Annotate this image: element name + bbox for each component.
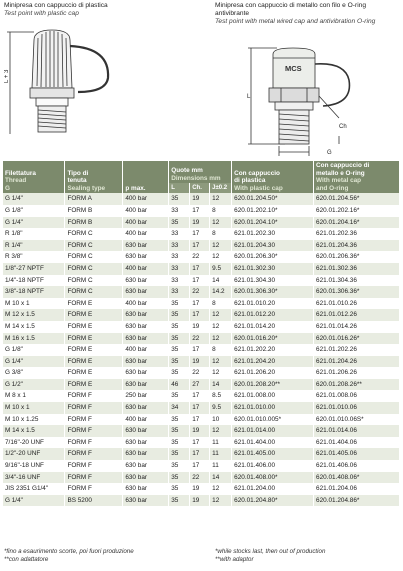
cell-dim-ch: 17 xyxy=(190,402,210,414)
cell-code-metal: 620.01.016.26* xyxy=(314,333,400,345)
cell-dim-l: 35 xyxy=(169,309,190,321)
cell-pmax: 400 bar xyxy=(123,217,169,229)
cell-dim-l: 35 xyxy=(169,472,190,484)
cell-code-plastic: 620.01.306.30* xyxy=(232,286,314,298)
table-row xyxy=(3,275,400,287)
cell-dim-ch: 17 xyxy=(190,298,210,310)
cell-thread: 9/16"-18 UNF xyxy=(3,460,65,472)
cell-dim-j: 8 xyxy=(210,228,232,240)
cell-code-plastic: 621.01.010.00 xyxy=(232,402,314,414)
cell-thread: G 1/8" xyxy=(3,205,65,217)
cell-thread: G 1/4" xyxy=(3,356,65,368)
cell-code-plastic: 620.01.206.30* xyxy=(232,251,314,263)
cell-seal-type: FORM F xyxy=(65,390,123,402)
cell-code-plastic: 620.01.408.00* xyxy=(232,472,314,484)
table-row xyxy=(3,263,400,275)
cell-dim-l: 46 xyxy=(169,379,190,391)
cell-seal-type: FORM E xyxy=(65,356,123,368)
cell-pmax: 630 bar xyxy=(123,495,169,507)
cell-dim-l: 33 xyxy=(169,263,190,275)
cell-code-metal: 620.01.208.26** xyxy=(314,379,400,391)
cell-code-plastic: 621.01.204.00 xyxy=(232,483,314,495)
footnotes-en xyxy=(215,548,325,564)
cell-code-plastic: 621.01.304.30 xyxy=(232,275,314,287)
cell-thread: JIS 2351 G1/4" xyxy=(3,483,65,495)
cell-thread: G 1/4" xyxy=(3,495,65,507)
header-Ch: Ch. xyxy=(190,183,210,193)
cell-seal-type: FORM C xyxy=(65,275,123,287)
cell-seal-type: FORM F xyxy=(65,425,123,437)
cell-pmax: 400 bar xyxy=(123,344,169,356)
cell-code-plastic: 621.01.204.20 xyxy=(232,356,314,368)
cell-code-plastic: 620.01.204.50* xyxy=(232,193,314,205)
cell-code-plastic: 620.01.208.20** xyxy=(232,379,314,391)
cell-code-metal: 621.01.010.26 xyxy=(314,298,400,310)
cell-seal-type: FORM F xyxy=(65,472,123,484)
table-row xyxy=(3,298,400,310)
cell-code-metal: 620.01.204.56* xyxy=(314,193,400,205)
cell-code-metal: 620.01.408.06* xyxy=(314,472,400,484)
cell-dim-ch: 19 xyxy=(190,193,210,205)
cell-code-plastic: 620.01.204.10* xyxy=(232,217,314,229)
metal-cap-drawing xyxy=(215,40,365,158)
cell-pmax: 630 bar xyxy=(123,483,169,495)
cell-dim-j: 9.5 xyxy=(210,263,232,275)
table-body xyxy=(3,193,400,506)
cell-thread: 3/8"-18 NPTF xyxy=(3,286,65,298)
cell-dim-ch: 22 xyxy=(190,286,210,298)
cell-dim-ch: 17 xyxy=(190,309,210,321)
table-row xyxy=(3,217,400,229)
table-row xyxy=(3,240,400,252)
cell-code-metal: 621.01.204.26 xyxy=(314,356,400,368)
cell-code-plastic: 621.01.406.00 xyxy=(232,460,314,472)
cell-seal-type: FORM E xyxy=(65,321,123,333)
footnote-it-2: **con adattatore xyxy=(4,556,49,563)
cell-pmax: 630 bar xyxy=(123,251,169,263)
cell-dim-l: 35 xyxy=(169,495,190,507)
cell-dim-l: 35 xyxy=(169,321,190,333)
header-thread: Filettatura Thread G xyxy=(3,161,65,193)
cell-seal-type: FORM C xyxy=(65,240,123,252)
cell-thread: M 16 x 1.5 xyxy=(3,333,65,345)
cell-seal-type: FORM E xyxy=(65,298,123,310)
cell-dim-ch: 19 xyxy=(190,483,210,495)
cell-dim-ch: 17 xyxy=(190,275,210,287)
cell-seal-type: FORM E xyxy=(65,333,123,345)
cell-dim-l: 35 xyxy=(169,356,190,368)
cell-seal-type: FORM F xyxy=(65,483,123,495)
header-dims: Quote mm Dimensions mm xyxy=(169,161,232,183)
cell-dim-j: 10 xyxy=(210,414,232,426)
right-caption xyxy=(215,2,375,26)
cell-code-metal: 621.01.405.06 xyxy=(314,448,400,460)
plastic-cap-drawing xyxy=(4,26,124,134)
cell-code-metal: 620.01.306.36* xyxy=(314,286,400,298)
cell-seal-type: BS 5200 xyxy=(65,495,123,507)
cell-thread: R 1/4" xyxy=(3,240,65,252)
cell-seal-type: FORM F xyxy=(65,414,123,426)
header-plastic: Con cappuccio di plastica With plastic cap xyxy=(232,161,314,193)
left-caption-it: Minipresa con cappuccio di plastica xyxy=(4,2,108,9)
right-caption-it-1: Minipresa con cappuccio di metallo con filo e O-ring xyxy=(215,2,366,9)
cell-code-metal: 621.01.404.06 xyxy=(314,437,400,449)
header-metal: Con cappuccio di metallo e O-ring With metal cap and O-ring xyxy=(314,161,400,193)
cell-pmax: 630 bar xyxy=(123,367,169,379)
cell-dim-l: 35 xyxy=(169,437,190,449)
cell-dim-j: 12 xyxy=(210,356,232,368)
header-seal: Tipo di tenuta Sealing type xyxy=(65,161,123,193)
cell-code-metal: 621.01.008.06 xyxy=(314,390,400,402)
cell-dim-j: 14 xyxy=(210,379,232,391)
cell-code-metal: 620.01.206.36* xyxy=(314,251,400,263)
cell-seal-type: FORM E xyxy=(65,379,123,391)
cell-code-plastic: 621.01.012.20 xyxy=(232,309,314,321)
cell-dim-l: 35 xyxy=(169,193,190,205)
cell-dim-j: 12 xyxy=(210,333,232,345)
cell-code-plastic: 621.01.404.00 xyxy=(232,437,314,449)
cell-pmax: 400 bar xyxy=(123,414,169,426)
cell-dim-ch: 17 xyxy=(190,390,210,402)
cell-code-metal: 621.01.014.26 xyxy=(314,321,400,333)
cell-code-plastic: 621.01.014.00 xyxy=(232,425,314,437)
cell-code-plastic: 620.01.204.80* xyxy=(232,495,314,507)
cell-thread: G 1/2" xyxy=(3,379,65,391)
cell-dim-j: 14 xyxy=(210,472,232,484)
cell-dim-l: 33 xyxy=(169,286,190,298)
cell-thread: M 14 x 1.5 xyxy=(3,321,65,333)
table-row xyxy=(3,356,400,368)
cell-code-metal: 621.01.012.26 xyxy=(314,309,400,321)
cell-code-metal: 621.01.204.06 xyxy=(314,483,400,495)
cell-thread: R 3/8" xyxy=(3,251,65,263)
left-caption-en: Test point with plastic cap xyxy=(4,10,79,17)
cell-code-plastic: 621.01.302.30 xyxy=(232,263,314,275)
cell-dim-j: 8.5 xyxy=(210,390,232,402)
cell-dim-l: 35 xyxy=(169,298,190,310)
cell-code-plastic: 621.01.010.20 xyxy=(232,298,314,310)
cell-dim-ch: 22 xyxy=(190,333,210,345)
table-row xyxy=(3,414,400,426)
cell-dim-j: 8 xyxy=(210,205,232,217)
cell-code-plastic: 621.01.202.30 xyxy=(232,228,314,240)
ch-label: Ch xyxy=(339,124,347,130)
header-J: J±0.2 xyxy=(210,183,232,193)
cell-dim-l: 33 xyxy=(169,240,190,252)
cell-dim-l: 35 xyxy=(169,344,190,356)
cell-code-metal: 621.01.204.36 xyxy=(314,240,400,252)
table-row xyxy=(3,437,400,449)
cell-dim-j: 12 xyxy=(210,425,232,437)
table-row xyxy=(3,425,400,437)
cell-dim-j: 14 xyxy=(210,275,232,287)
cell-thread: G 1/4" xyxy=(3,193,65,205)
cell-code-metal: 620.01.204.16* xyxy=(314,217,400,229)
cell-dim-ch: 19 xyxy=(190,217,210,229)
cell-dim-ch: 17 xyxy=(190,437,210,449)
cell-pmax: 250 bar xyxy=(123,390,169,402)
cell-code-metal: 621.01.202.26 xyxy=(314,344,400,356)
cell-thread: 1/8"-27 NPTF xyxy=(3,263,65,275)
cell-pmax: 630 bar xyxy=(123,275,169,287)
cell-dim-ch: 17 xyxy=(190,460,210,472)
cell-dim-l: 35 xyxy=(169,217,190,229)
cell-code-plastic: 621.01.206.20 xyxy=(232,367,314,379)
cell-dim-ch: 17 xyxy=(190,414,210,426)
cell-code-plastic: 620.01.016.20* xyxy=(232,333,314,345)
cell-dim-ch: 19 xyxy=(190,356,210,368)
table-row xyxy=(3,251,400,263)
cell-thread: M 8 x 1 xyxy=(3,390,65,402)
right-dim-label: L xyxy=(247,94,251,100)
table-row xyxy=(3,193,400,205)
header-L: L xyxy=(169,183,190,193)
cell-dim-j: 12 xyxy=(210,240,232,252)
cell-pmax: 400 bar xyxy=(123,298,169,310)
test-point-table xyxy=(3,161,400,506)
cell-pmax: 400 bar xyxy=(123,193,169,205)
cell-code-plastic: 620.01.010.005* xyxy=(232,414,314,426)
cell-code-plastic: 621.01.204.30 xyxy=(232,240,314,252)
footnote-en-1: *while stocks last, then out of production xyxy=(215,548,326,555)
cell-dim-ch: 17 xyxy=(190,448,210,460)
cell-code-plastic: 621.01.202.20 xyxy=(232,344,314,356)
cell-dim-j: 11 xyxy=(210,437,232,449)
cell-pmax: 400 bar xyxy=(123,263,169,275)
cell-dim-l: 33 xyxy=(169,205,190,217)
table-row xyxy=(3,367,400,379)
cell-dim-ch: 17 xyxy=(190,344,210,356)
cell-dim-j: 12 xyxy=(210,495,232,507)
cell-dim-ch: 17 xyxy=(190,205,210,217)
cell-seal-type: FORM C xyxy=(65,263,123,275)
table-row xyxy=(3,379,400,391)
table-row xyxy=(3,495,400,507)
cell-dim-j: 9.5 xyxy=(210,402,232,414)
cell-code-metal: 620.01.204.86* xyxy=(314,495,400,507)
cell-dim-l: 35 xyxy=(169,333,190,345)
cell-dim-j: 12 xyxy=(210,483,232,495)
table-row xyxy=(3,402,400,414)
cell-dim-j: 12 xyxy=(210,251,232,263)
cell-pmax: 630 bar xyxy=(123,333,169,345)
cell-dim-ch: 17 xyxy=(190,263,210,275)
cell-dim-ch: 22 xyxy=(190,251,210,263)
cell-pmax: 630 bar xyxy=(123,425,169,437)
cell-thread: 3/4"-16 UNF xyxy=(3,472,65,484)
cell-dim-j: 12 xyxy=(210,309,232,321)
cell-pmax: 630 bar xyxy=(123,402,169,414)
cell-thread: 1/4"-18 NPTF xyxy=(3,275,65,287)
cell-pmax: 630 bar xyxy=(123,460,169,472)
table-row xyxy=(3,460,400,472)
table-row xyxy=(3,448,400,460)
cell-pmax: 630 bar xyxy=(123,379,169,391)
footnotes-it xyxy=(4,548,134,564)
cell-dim-j: 12 xyxy=(210,321,232,333)
cell-dim-ch: 19 xyxy=(190,321,210,333)
cell-pmax: 630 bar xyxy=(123,309,169,321)
table-row xyxy=(3,228,400,240)
table-row xyxy=(3,205,400,217)
cell-seal-type: FORM F xyxy=(65,437,123,449)
cell-seal-type: FORM B xyxy=(65,205,123,217)
cell-code-plastic: 620.01.202.10* xyxy=(232,205,314,217)
cell-dim-ch: 19 xyxy=(190,495,210,507)
cell-dim-ch: 22 xyxy=(190,472,210,484)
cell-seal-type: FORM F xyxy=(65,460,123,472)
cell-pmax: 630 bar xyxy=(123,240,169,252)
cell-dim-j: 12 xyxy=(210,193,232,205)
cell-code-metal: 621.01.202.36 xyxy=(314,228,400,240)
cell-thread: G 1/4" xyxy=(3,217,65,229)
cell-dim-l: 35 xyxy=(169,448,190,460)
cell-thread: 1/2"-20 UNF xyxy=(3,448,65,460)
cell-dim-ch: 19 xyxy=(190,425,210,437)
table-row xyxy=(3,390,400,402)
cell-pmax: 630 bar xyxy=(123,321,169,333)
cell-seal-type: FORM F xyxy=(65,448,123,460)
cell-dim-j: 12 xyxy=(210,367,232,379)
cell-dim-j: 12 xyxy=(210,217,232,229)
cell-code-metal: 621.01.302.36 xyxy=(314,263,400,275)
cell-seal-type: FORM C xyxy=(65,251,123,263)
cell-pmax: 400 bar xyxy=(123,205,169,217)
cell-code-metal: 620.01.010.06S* xyxy=(314,414,400,426)
cell-thread: 7/16"-20 UNF xyxy=(3,437,65,449)
table-row xyxy=(3,483,400,495)
brand-label: MCS xyxy=(285,64,302,73)
cell-code-metal: 621.01.206.26 xyxy=(314,367,400,379)
cell-dim-ch: 22 xyxy=(190,367,210,379)
cell-thread: R 1/8" xyxy=(3,228,65,240)
cell-dim-j: 14.2 xyxy=(210,286,232,298)
cell-dim-ch: 17 xyxy=(190,240,210,252)
cell-thread: M 14 x 1.5 xyxy=(3,425,65,437)
right-caption-it-2: antivibrante xyxy=(215,10,250,17)
table-row xyxy=(3,344,400,356)
cell-dim-l: 35 xyxy=(169,483,190,495)
cell-pmax: 630 bar xyxy=(123,286,169,298)
cell-pmax: 630 bar xyxy=(123,437,169,449)
cell-seal-type: FORM C xyxy=(65,286,123,298)
cell-dim-j: 11 xyxy=(210,448,232,460)
cell-dim-l: 35 xyxy=(169,414,190,426)
table-row xyxy=(3,472,400,484)
cell-pmax: 400 bar xyxy=(123,228,169,240)
footnote-en-2: **with adaptor xyxy=(215,556,254,563)
cell-code-plastic: 621.01.405.00 xyxy=(232,448,314,460)
cell-code-metal: 621.01.304.36 xyxy=(314,275,400,287)
cell-dim-j: 8 xyxy=(210,298,232,310)
cell-thread: M 10 x 1.25 xyxy=(3,414,65,426)
cell-code-metal: 621.01.010.06 xyxy=(314,402,400,414)
table-row xyxy=(3,309,400,321)
cell-pmax: 630 bar xyxy=(123,356,169,368)
left-dim-label: L + 3 xyxy=(4,69,10,83)
header-pmax: p max. xyxy=(123,161,169,193)
cell-thread: G 3/8" xyxy=(3,367,65,379)
cell-code-metal: 621.01.406.06 xyxy=(314,460,400,472)
cell-seal-type: FORM C xyxy=(65,228,123,240)
cell-dim-ch: 27 xyxy=(190,379,210,391)
cell-dim-l: 34 xyxy=(169,402,190,414)
cell-pmax: 630 bar xyxy=(123,448,169,460)
footnote-it-1: *fino a esaurimento scorte, poi fuori produzione xyxy=(4,548,134,555)
cell-code-metal: 620.01.202.16* xyxy=(314,205,400,217)
cell-dim-j: 8 xyxy=(210,344,232,356)
cell-thread: M 10 x 1 xyxy=(3,298,65,310)
cell-dim-l: 35 xyxy=(169,425,190,437)
cell-thread: M 10 x 1 xyxy=(3,402,65,414)
cell-seal-type: FORM E xyxy=(65,309,123,321)
cell-pmax: 630 bar xyxy=(123,472,169,484)
cell-code-metal: 621.01.014.06 xyxy=(314,425,400,437)
cell-dim-l: 33 xyxy=(169,228,190,240)
cell-dim-l: 35 xyxy=(169,390,190,402)
left-caption xyxy=(4,2,108,18)
cell-thread: M 12 x 1.5 xyxy=(3,309,65,321)
cell-dim-l: 35 xyxy=(169,367,190,379)
right-caption-en: Test point with metal wired cap and antivibration O-ring xyxy=(215,18,376,25)
cell-dim-l: 33 xyxy=(169,275,190,287)
cell-dim-l: 33 xyxy=(169,251,190,263)
cell-code-plastic: 621.01.014.20 xyxy=(232,321,314,333)
table-row xyxy=(3,333,400,345)
cell-seal-type: FORM B xyxy=(65,217,123,229)
table-row xyxy=(3,321,400,333)
cell-thread: G 1/8" xyxy=(3,344,65,356)
cell-dim-l: 35 xyxy=(169,460,190,472)
cell-dim-ch: 17 xyxy=(190,228,210,240)
cell-seal-type: FORM E xyxy=(65,367,123,379)
table-row xyxy=(3,286,400,298)
cell-seal-type: FORM A xyxy=(65,193,123,205)
cell-code-plastic: 621.01.008.00 xyxy=(232,390,314,402)
g-label: G xyxy=(327,150,332,156)
cell-seal-type: FORM E xyxy=(65,344,123,356)
cell-seal-type: FORM F xyxy=(65,402,123,414)
cell-dim-j: 11 xyxy=(210,460,232,472)
